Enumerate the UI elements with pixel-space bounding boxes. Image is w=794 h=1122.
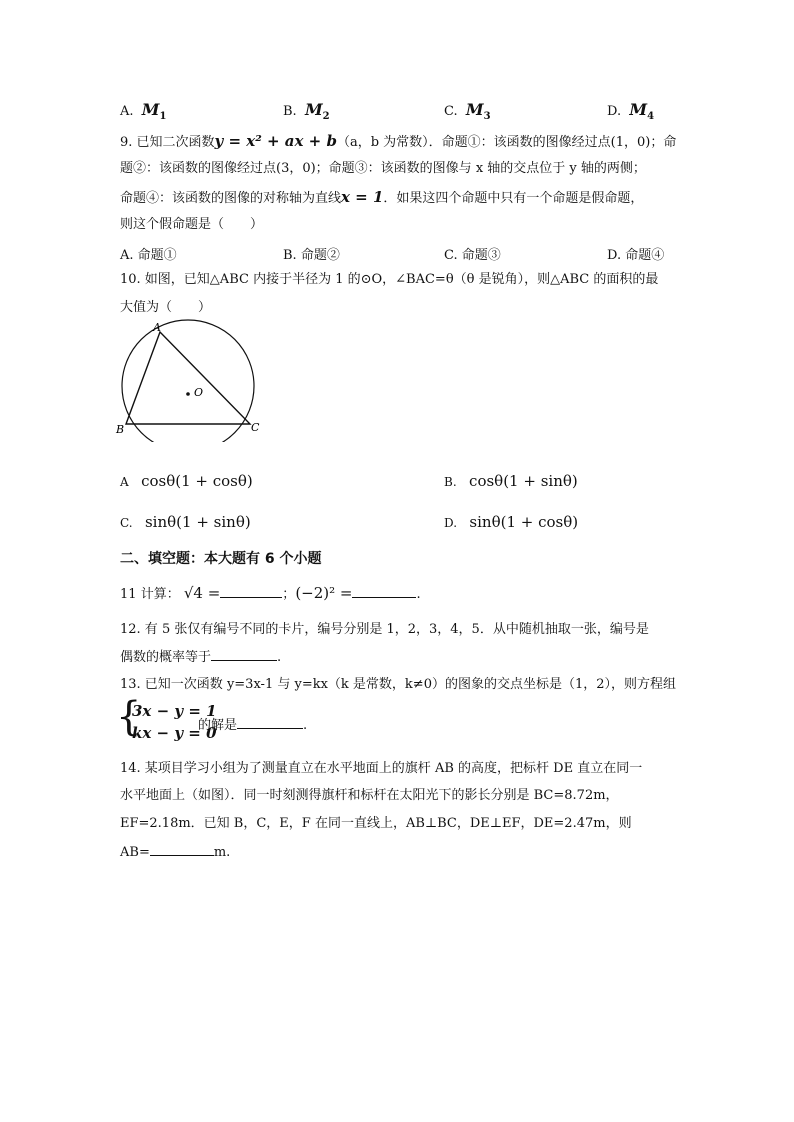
q10-option-a: A cosθ(1 + cosθ): [120, 472, 253, 490]
q9-option-a: A. 命题①: [120, 248, 177, 263]
triangle-abc: [126, 332, 250, 424]
q10-line-1: 10. 如图，已知△ABC 内接于半径为 1 的⊙O，∠BAC=θ（θ 是锐角），则△ABC 的面积的最: [120, 272, 659, 287]
q13-line-1: 13. 已知一次函数 y=3x-1 与 y=kx（k 是常数，k≠0）的图象的交点坐标是（1，2），则方程组: [120, 677, 677, 692]
q11-blank-1[interactable]: [220, 585, 282, 598]
q11-blank-2[interactable]: [352, 585, 416, 598]
q9-line-1: 9. 已知二次函数y = x² + ax + b（a，b 为常数）．命题①：该函数的图像经过点(1，0)；命: [120, 132, 677, 150]
q9-line-3: 命题④：该函数的图像的对称轴为直线x = 1．如果这四个命题中只有一个命题是假命题，: [120, 188, 644, 206]
q14-line-1: 14. 某项目学习小组为了测量直立在水平地面上的旗杆 AB 的高度，把标杆 DE 直立在同一: [120, 761, 643, 776]
q8-option-b: B. $M_2$: [283, 100, 330, 123]
q11-line: 11 计算： √4 = ；(−2)² = .: [120, 584, 421, 602]
q9-line-2: 题②：该函数的图像经过点(3，0)；命题③：该函数的图像与 x 轴的交点位于 y 轴的两侧；: [120, 161, 646, 176]
q13-blank[interactable]: [237, 716, 303, 729]
q12-line-2: 偶数的概率等于 .: [120, 650, 282, 665]
q13-eq-1: 3x − y = 1: [132, 702, 217, 720]
label-c: C: [251, 421, 260, 434]
system-brace: {: [116, 694, 142, 740]
label-b: B: [116, 423, 125, 436]
center-point: [186, 392, 190, 396]
q14-blank[interactable]: [150, 843, 214, 856]
q9-line-4: 则这个假命题是（ ）: [120, 217, 264, 232]
q14-line-3: EF=2.18m．已知 B，C，E，F 在同一直线上，AB⊥BC，DE⊥EF，DE=2.47m，则: [120, 816, 632, 831]
q12-line-1: 12. 有 5 张仅有编号不同的卡片，编号分别是 1，2，3，4，5．从中随机抽取一张，编号是: [120, 622, 649, 637]
q13-eq-2: kx − y = 0: [132, 724, 217, 742]
q8-option-d: D. $M_4$: [607, 100, 655, 123]
q10-line-2: 大值为（ ）: [120, 300, 212, 315]
section-heading: 二、填空题：本大题有 6 个小题: [120, 551, 322, 567]
q8-option-c: C. $M_3$: [444, 100, 491, 123]
q9-option-c: C. 命题③: [444, 248, 501, 263]
q9-option-d: D. 命题④: [607, 248, 665, 263]
q12-blank[interactable]: [211, 648, 277, 661]
q10-circle-figure: [112, 318, 272, 442]
q10-option-d: D. sinθ(1 + cosθ): [444, 513, 579, 531]
q10-option-c: C. sinθ(1 + sinθ): [120, 513, 251, 531]
q9-option-b: B. 命题②: [283, 248, 340, 263]
q13-solution: 的解是 .: [198, 718, 308, 733]
label-o: O: [194, 386, 204, 399]
q10-option-b: B. cosθ(1 + sinθ): [444, 472, 578, 490]
q8-option-a: A. $M_1$: [120, 100, 167, 123]
q14-line-2: 水平地面上（如图）．同一时刻测得旗杆和标杆在太阳光下的影长分别是 BC=8.72m，: [120, 788, 619, 803]
label-a: A: [153, 321, 161, 334]
q14-line-4: AB= m.: [120, 845, 231, 860]
